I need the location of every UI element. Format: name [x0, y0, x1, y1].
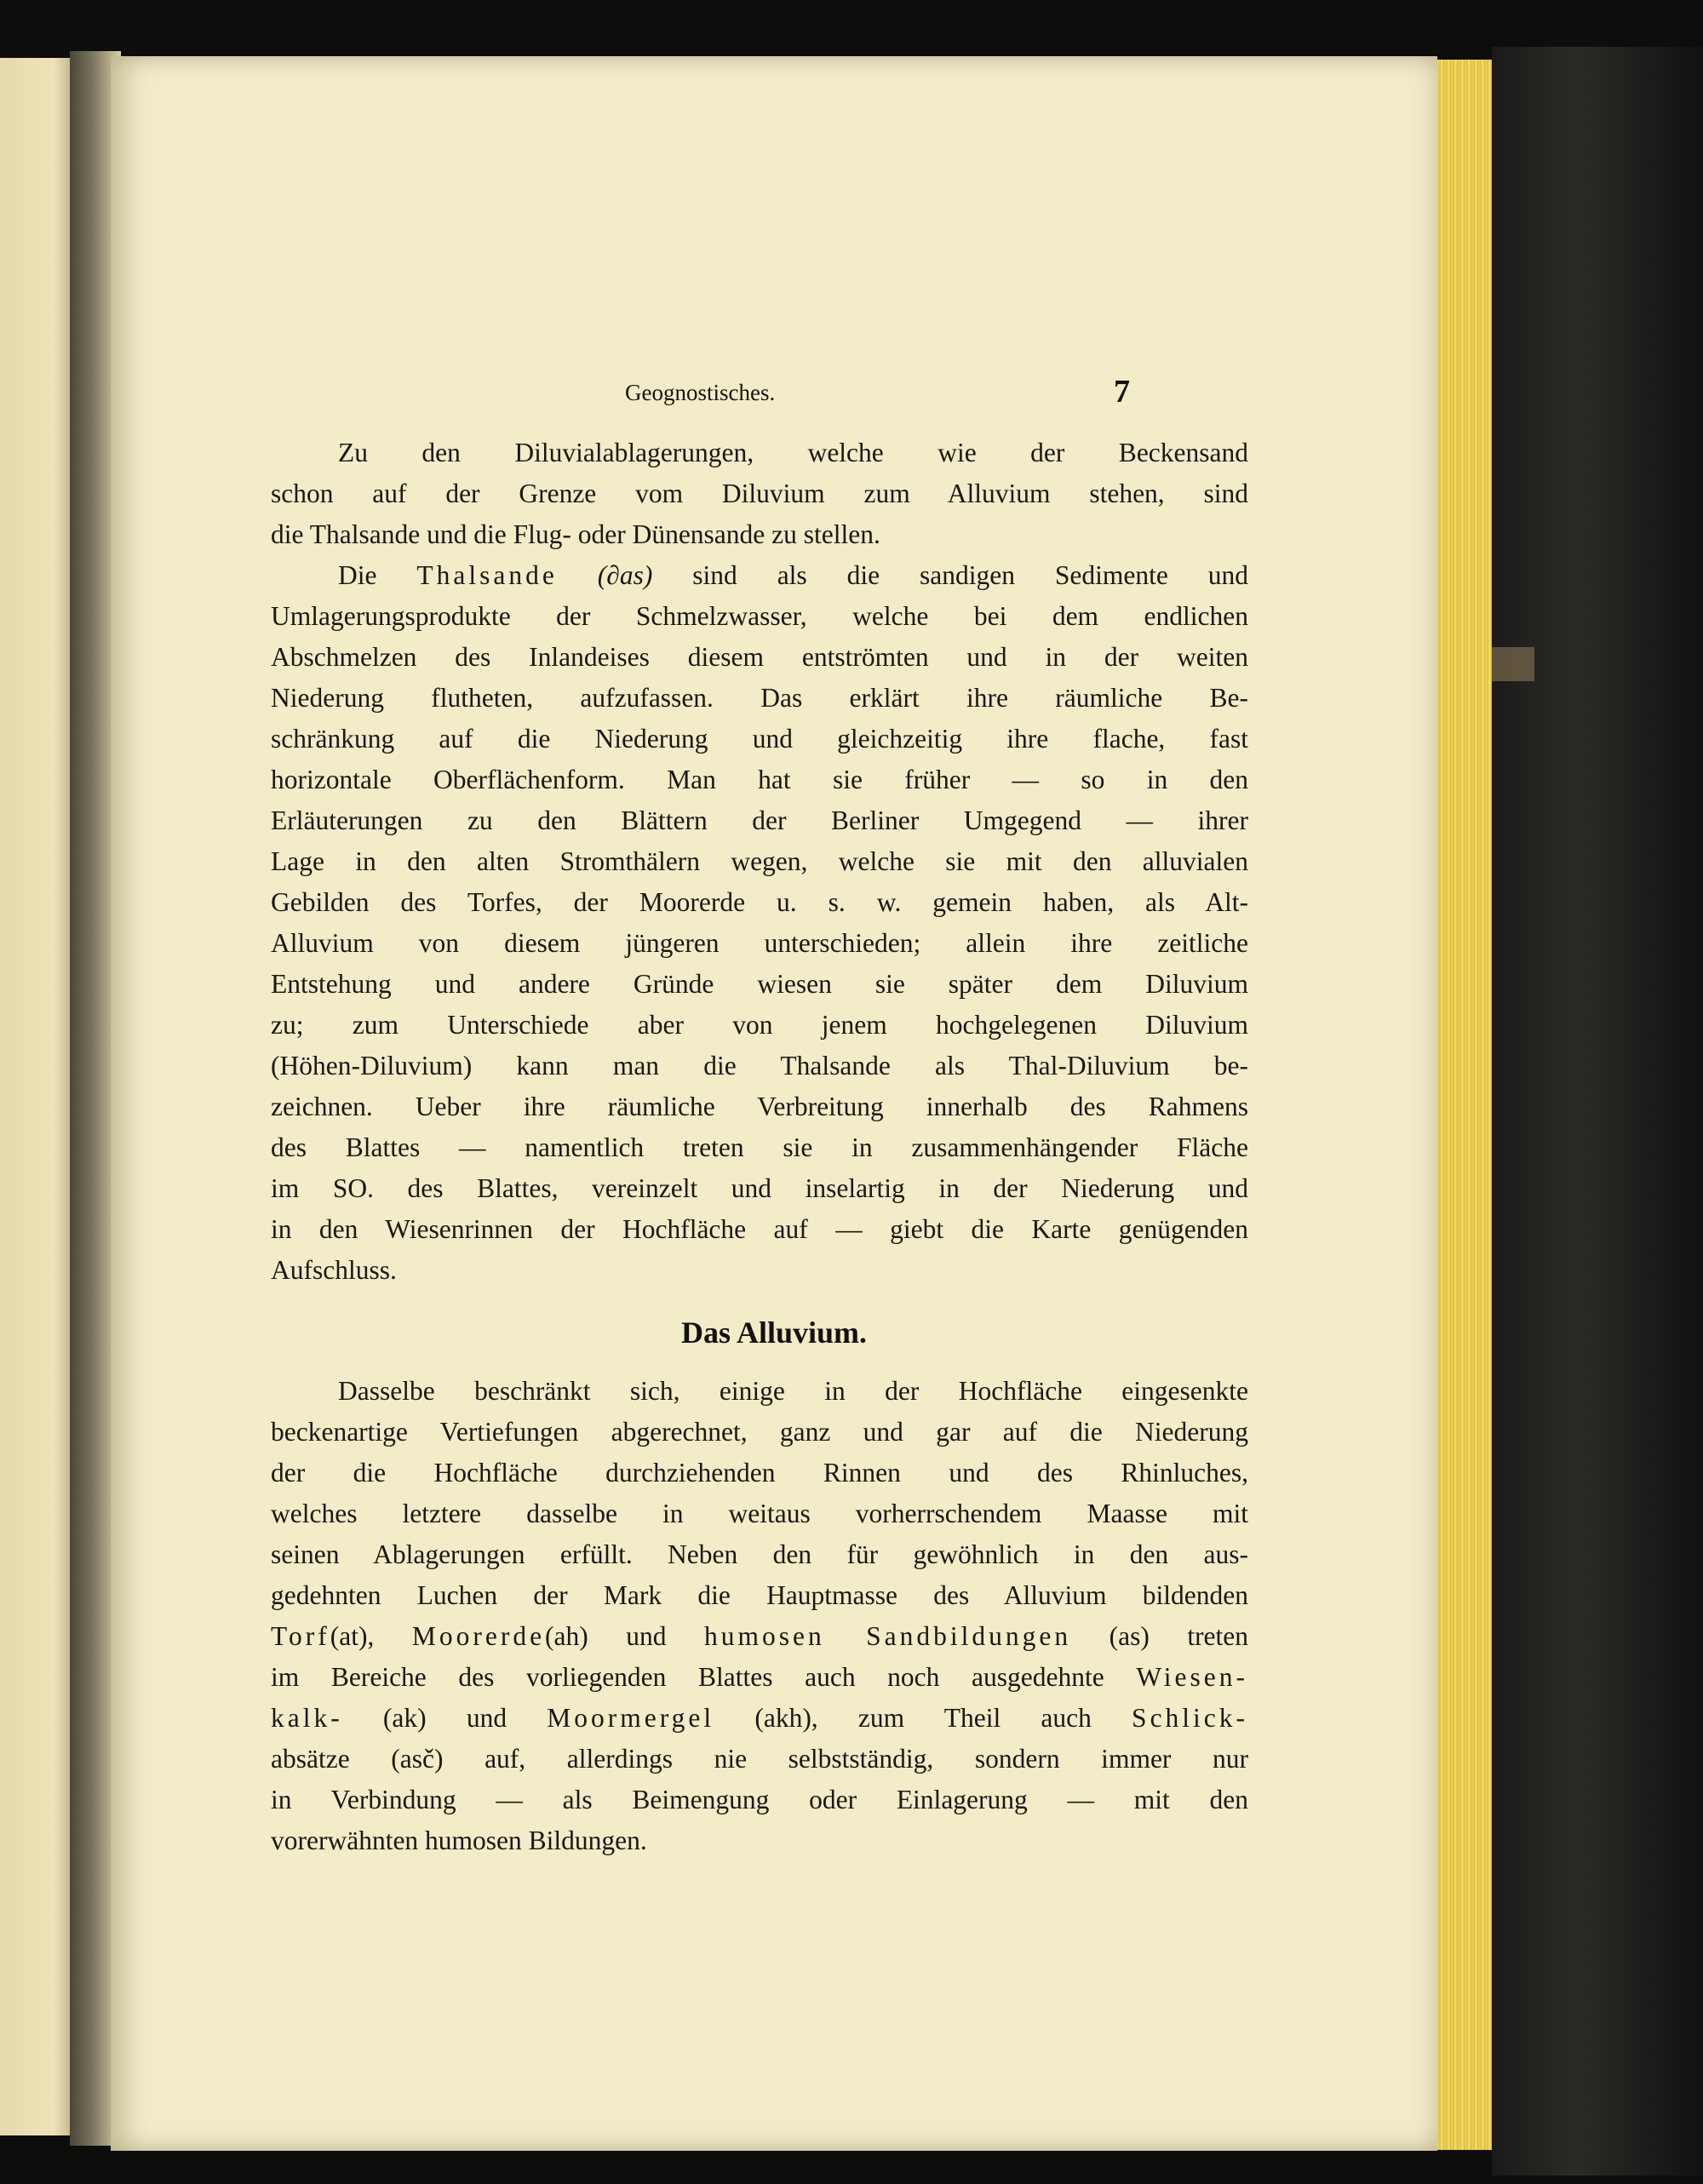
term-moorerde: Moorerde	[411, 1621, 546, 1651]
word: Die	[338, 560, 377, 590]
map-symbol: (at),	[330, 1621, 375, 1651]
term-schlick: Schlick-	[1132, 1703, 1249, 1733]
text-line: in Verbindung — als Beimengung oder Einlagerung — mit den	[271, 1785, 1248, 1814]
text-line: horizontale Oberflächenform. Man hat sie früher — so in den	[271, 765, 1248, 794]
text-line: zeichnen. Ueber ihre räumliche Verbreitung innerhalb des Rahmens	[271, 1092, 1248, 1121]
section-heading: Das Alluvium.	[680, 1316, 868, 1350]
text-line: Abschmelzen des Inlandeises diesem entströmten und in der weiten	[271, 642, 1248, 672]
term-torf: Torf	[271, 1621, 330, 1651]
page-number: 7	[1114, 374, 1130, 410]
text-line: Niederung flutheten, aufzufassen. Das erklärt ihre räumliche Be-	[271, 683, 1248, 713]
text-run: zum Theil auch	[857, 1703, 1092, 1733]
map-symbol: (ak)	[382, 1703, 427, 1733]
binding-damage	[1492, 647, 1534, 681]
map-symbol: (akh),	[754, 1703, 818, 1733]
page-header	[111, 374, 1437, 414]
text-line: seinen Ablagerungen erfüllt. Neben den für gewöhnlich in den aus-	[271, 1539, 1248, 1569]
text-line: im SO. des Blattes, vereinzelt und inselartig in der Niederung und	[271, 1173, 1248, 1203]
map-symbol: (as)	[1109, 1621, 1150, 1651]
left-page-edge	[0, 58, 77, 2135]
text-line	[271, 1619, 1248, 1654]
text-line: beckenartige Vertiefungen abgerechnet, ganz und gar auf die Niederung	[271, 1417, 1248, 1447]
text-run: sind als die sandigen Sedimente und	[692, 560, 1249, 590]
map-symbol: (∂as)	[597, 560, 653, 590]
word: und	[466, 1703, 507, 1733]
book-cover	[1492, 47, 1703, 2175]
term-moormergel: Moormergel	[547, 1703, 715, 1733]
text-line: Aufschluss.	[271, 1255, 397, 1285]
text-line: gedehnten Luchen der Mark die Hauptmasse des Alluvium bildenden	[271, 1580, 1248, 1610]
term-kalk: kalk-	[271, 1703, 343, 1733]
text-line: Zu den Diluvialablagerungen, welche wie der Beckensand	[338, 438, 1248, 467]
text-line: (Höhen-Diluvium) kann man die Thalsande als Thal-Diluvium be-	[271, 1051, 1248, 1081]
text-line	[338, 559, 1248, 593]
text-run: im Bereiche des vorliegenden Blattes auch noch ausgedehnte	[271, 1662, 1104, 1692]
text-line: in den Wiesenrinnen der Hochfläche auf — giebt die Karte genügenden	[271, 1214, 1248, 1244]
text-line: vorerwähnten humosen Bildungen.	[271, 1826, 647, 1855]
text-line: zu; zum Unterschiede aber von jenem hochgelegenen Diluvium	[271, 1010, 1248, 1040]
term-wiesenkalk: Wiesen-	[1136, 1662, 1248, 1692]
word: und	[626, 1621, 667, 1651]
text-line: Dasselbe beschränkt sich, einige in der Hochfläche eingesenkte	[338, 1376, 1248, 1406]
term-humosen-sandbildungen: humosen Sandbildungen	[703, 1621, 1072, 1651]
text-line: Umlagerungsprodukte der Schmelzwasser, welche bei dem endlichen	[271, 601, 1248, 631]
text-line: der die Hochfläche durchziehenden Rinnen und des Rhinluches,	[271, 1458, 1248, 1488]
running-title: Geognostisches.	[625, 380, 776, 405]
text-line: Alluvium von diesem jüngeren unterschieden; allein ihre zeitliche	[271, 928, 1248, 958]
text-line: schränkung auf die Niederung und gleichzeitig ihre flache, fast	[271, 724, 1248, 754]
gilded-page-edges	[1437, 60, 1493, 2150]
text-line	[271, 1660, 1248, 1694]
term-thalsande: Thalsande	[416, 560, 558, 590]
word: treten	[1187, 1621, 1249, 1651]
text-line: absätze (asč) auf, allerdings nie selbstständig, sondern immer nur	[271, 1744, 1248, 1774]
text-line	[271, 1701, 1248, 1735]
text-line: Lage in den alten Stromthälern wegen, welche sie mit den alluvialen	[271, 846, 1248, 876]
text-line: Gebilden des Torfes, der Moorerde u. s. w. gemein haben, als Alt-	[271, 887, 1248, 917]
text-line: des Blattes — namentlich treten sie in zusammenhängender Fläche	[271, 1132, 1248, 1162]
text-line: Erläuterungen zu den Blättern der Berliner Umgegend — ihrer	[271, 805, 1248, 835]
text-line: die Thalsande und die Flug- oder Dünensande zu stellen.	[271, 519, 880, 549]
text-line: welches letztere dasselbe in weitaus vorherrschendem Maasse mit	[271, 1499, 1248, 1528]
text-line: schon auf der Grenze vom Diluvium zum Alluvium stehen, sind	[271, 479, 1248, 508]
text-line: Entstehung und andere Gründe wiesen sie später dem Diluvium	[271, 969, 1248, 999]
book-page	[111, 56, 1437, 2151]
map-symbol: (ah)	[545, 1621, 588, 1651]
